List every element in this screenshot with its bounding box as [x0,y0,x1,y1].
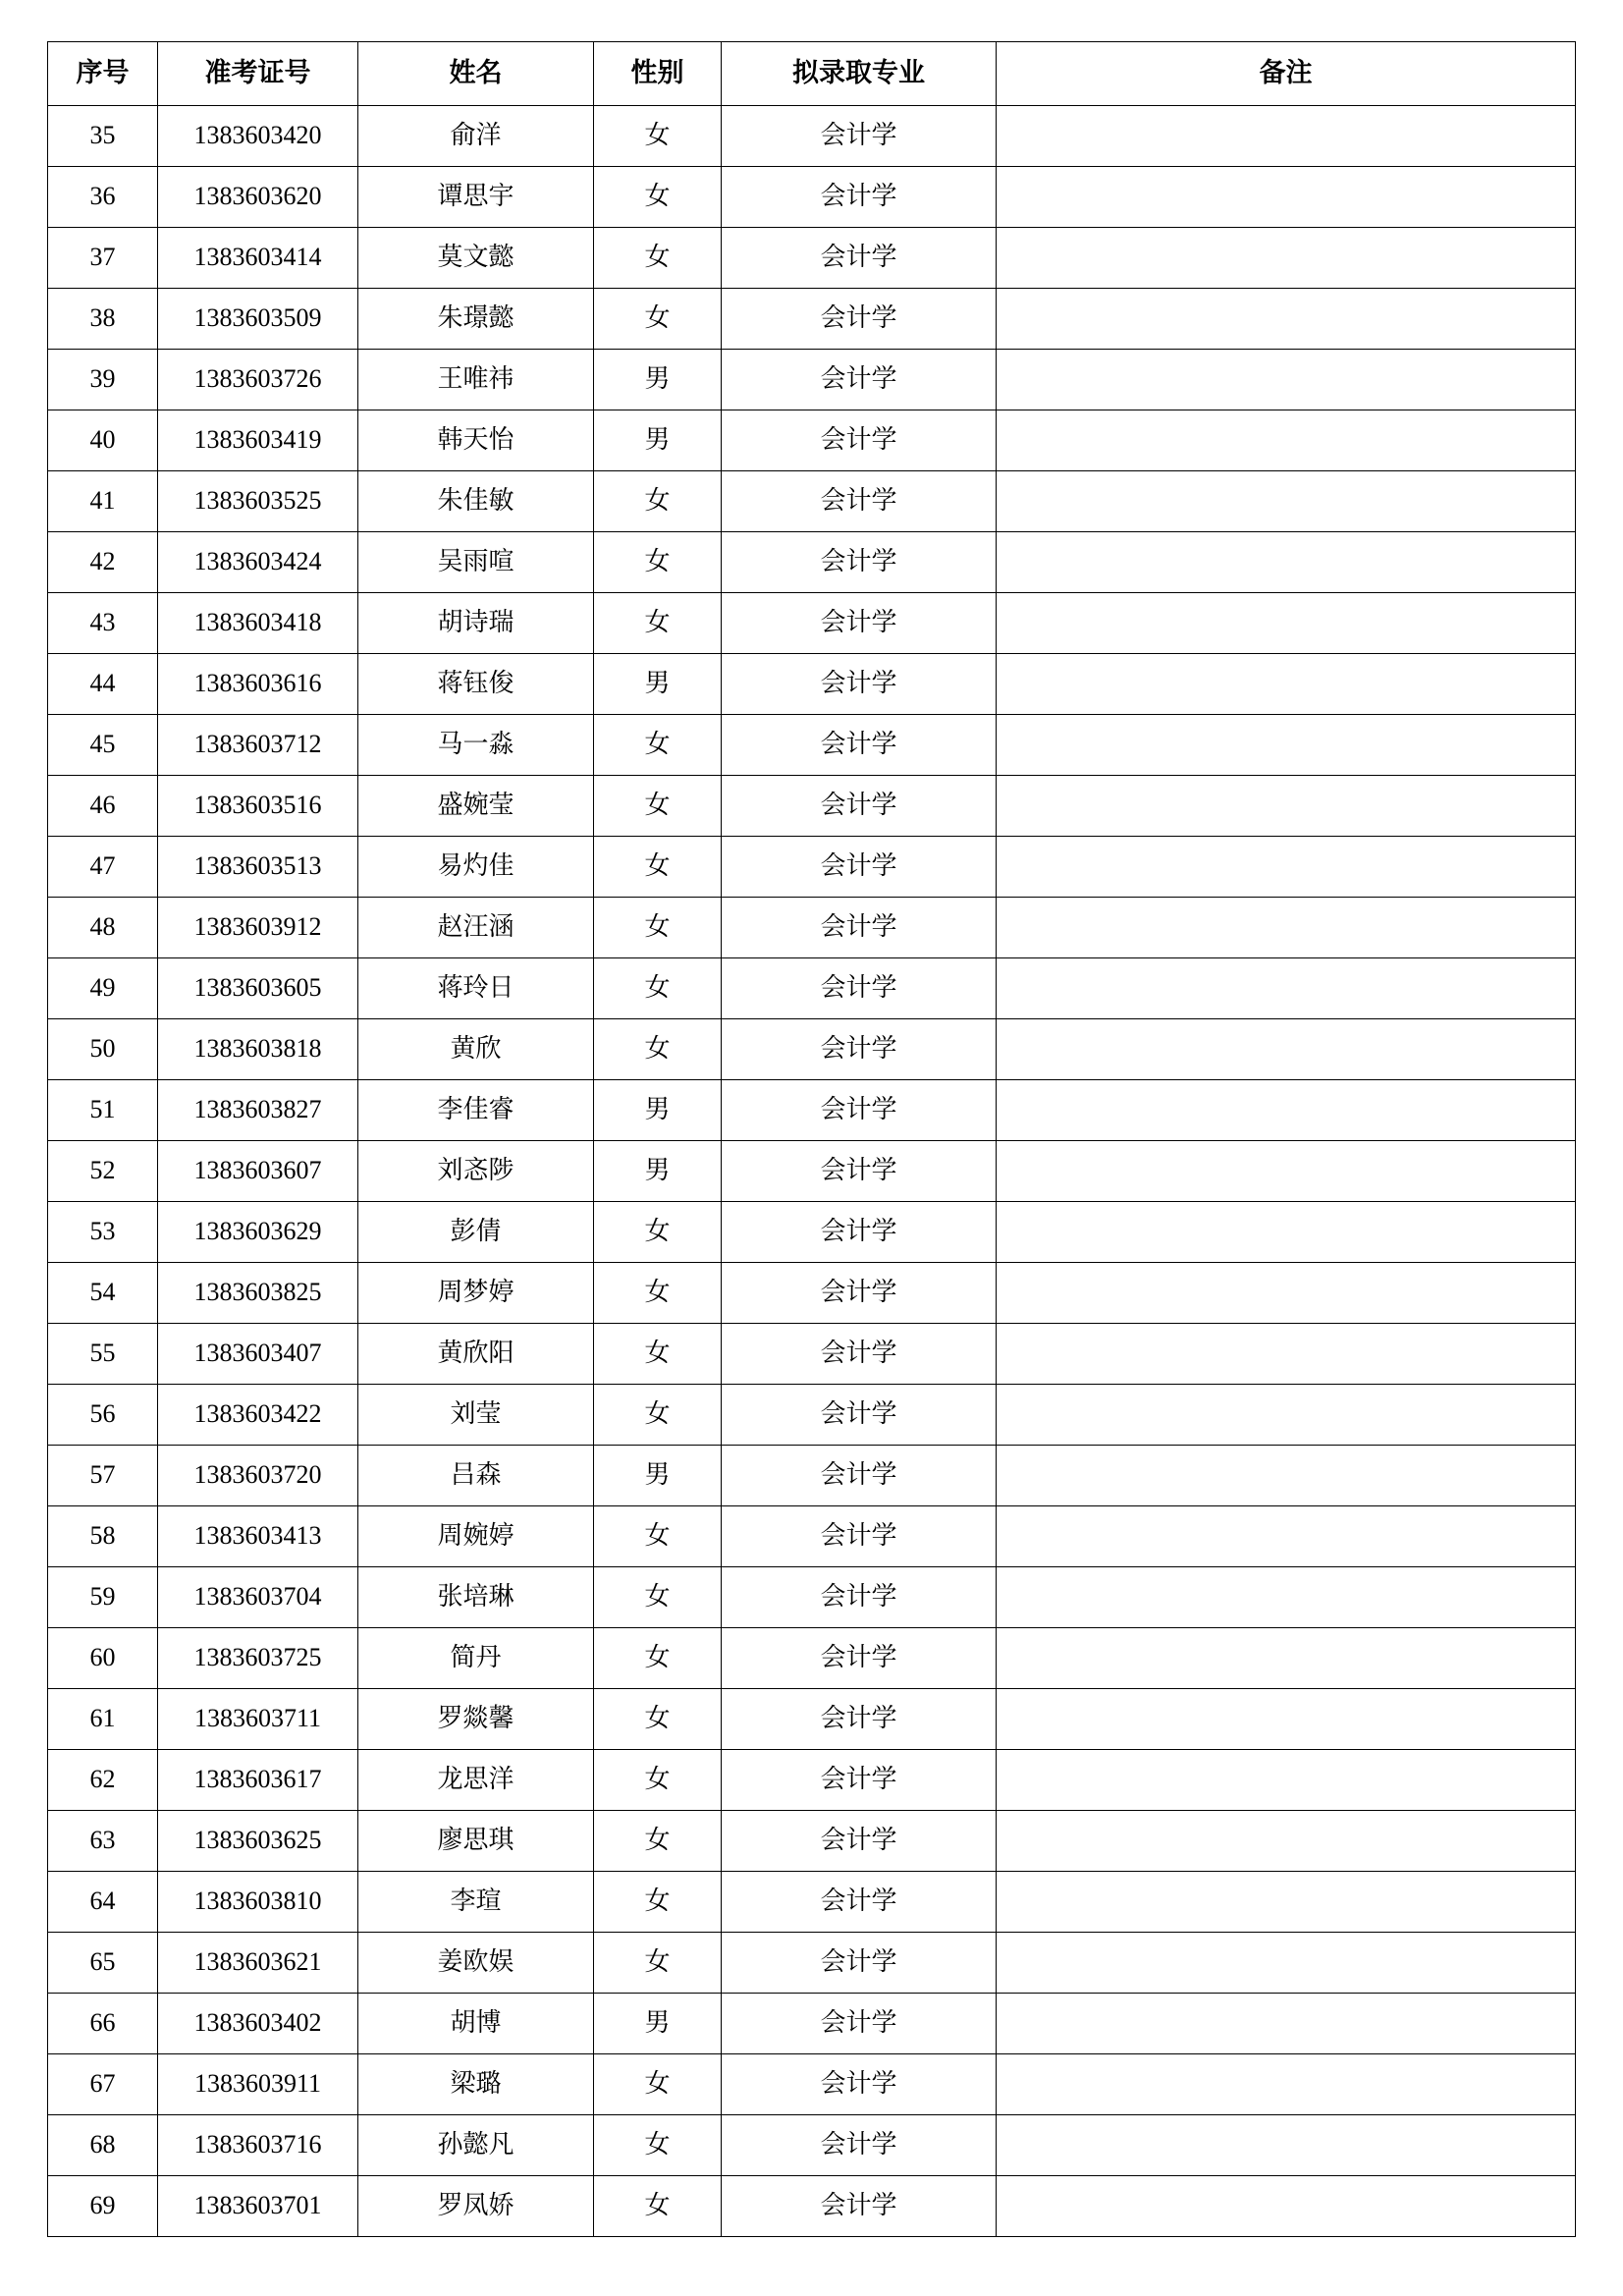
cell-gender: 男 [594,410,722,471]
cell-major: 会计学 [722,837,997,898]
cell-idx: 53 [48,1202,158,1263]
cell-major: 会计学 [722,167,997,228]
cell-ticket: 1383603827 [158,1080,358,1141]
cell-remark [997,1994,1576,2054]
cell-major: 会计学 [722,1811,997,1872]
cell-gender: 女 [594,898,722,958]
cell-ticket: 1383603625 [158,1811,358,1872]
cell-idx: 51 [48,1080,158,1141]
cell-major: 会计学 [722,1080,997,1141]
cell-idx: 36 [48,167,158,228]
table-row [48,1141,1576,1202]
cell-major: 会计学 [722,1202,997,1263]
cell-name: 王唯祎 [358,350,594,410]
cell-name: 朱璟懿 [358,289,594,350]
cell-remark [997,1263,1576,1324]
cell-name: 莫文懿 [358,228,594,289]
cell-name: 吕森 [358,1446,594,1506]
cell-remark [997,289,1576,350]
cell-remark [997,532,1576,593]
table-row [48,2115,1576,2176]
cell-idx: 68 [48,2115,158,2176]
cell-idx: 45 [48,715,158,776]
cell-major: 会计学 [722,958,997,1019]
cell-remark [997,1141,1576,1202]
cell-remark [997,1446,1576,1506]
cell-ticket: 1383603810 [158,1872,358,1933]
cell-idx: 50 [48,1019,158,1080]
table-row [48,1019,1576,1080]
table-body [48,106,1576,2237]
table-row [48,1933,1576,1994]
cell-major: 会计学 [722,715,997,776]
cell-major: 会计学 [722,1263,997,1324]
table-row [48,1811,1576,1872]
cell-remark [997,837,1576,898]
cell-name: 蒋钰俊 [358,654,594,715]
cell-name: 姜欧娱 [358,1933,594,1994]
table-row [48,593,1576,654]
table-row [48,289,1576,350]
cell-ticket: 1383603607 [158,1141,358,1202]
cell-major: 会计学 [722,1141,997,1202]
cell-ticket: 1383603621 [158,1933,358,1994]
cell-name: 易灼佳 [358,837,594,898]
cell-idx: 58 [48,1506,158,1567]
cell-idx: 55 [48,1324,158,1385]
cell-name: 胡博 [358,1994,594,2054]
cell-remark [997,2054,1576,2115]
cell-gender: 男 [594,1446,722,1506]
cell-major: 会计学 [722,1933,997,1994]
cell-ticket: 1383603617 [158,1750,358,1811]
cell-idx: 38 [48,289,158,350]
cell-name: 彭倩 [358,1202,594,1263]
cell-name: 周婉婷 [358,1506,594,1567]
cell-gender: 男 [594,1994,722,2054]
cell-ticket: 1383603712 [158,715,358,776]
table-row [48,532,1576,593]
cell-gender: 女 [594,1324,722,1385]
cell-name: 罗凤娇 [358,2176,594,2237]
table-row [48,1994,1576,2054]
cell-gender: 女 [594,2176,722,2237]
cell-gender: 女 [594,471,722,532]
cell-idx: 41 [48,471,158,532]
cell-name: 罗燚馨 [358,1689,594,1750]
cell-major: 会计学 [722,1446,997,1506]
table-row [48,1506,1576,1567]
cell-remark [997,1385,1576,1446]
cell-name: 刘莹 [358,1385,594,1446]
cell-idx: 54 [48,1263,158,1324]
table-row [48,350,1576,410]
table-row [48,837,1576,898]
cell-idx: 37 [48,228,158,289]
cell-name: 朱佳敏 [358,471,594,532]
cell-name: 孙懿凡 [358,2115,594,2176]
cell-ticket: 1383603701 [158,2176,358,2237]
admission-table [47,41,1576,2237]
cell-remark [997,1567,1576,1628]
cell-idx: 62 [48,1750,158,1811]
cell-major: 会计学 [722,2115,997,2176]
cell-major: 会计学 [722,350,997,410]
cell-idx: 52 [48,1141,158,1202]
cell-gender: 女 [594,776,722,837]
cell-ticket: 1383603616 [158,654,358,715]
table-row [48,1080,1576,1141]
table-row [48,1446,1576,1506]
cell-ticket: 1383603402 [158,1994,358,2054]
cell-remark [997,1202,1576,1263]
cell-idx: 65 [48,1933,158,1994]
table-row [48,715,1576,776]
cell-remark [997,106,1576,167]
table-row [48,958,1576,1019]
cell-name: 盛婉莹 [358,776,594,837]
cell-gender: 女 [594,1263,722,1324]
cell-name: 赵汪涵 [358,898,594,958]
cell-gender: 女 [594,593,722,654]
cell-remark [997,715,1576,776]
cell-ticket: 1383603525 [158,471,358,532]
cell-remark [997,593,1576,654]
cell-remark [997,350,1576,410]
cell-idx: 39 [48,350,158,410]
cell-major: 会计学 [722,593,997,654]
cell-gender: 女 [594,2054,722,2115]
cell-remark [997,1933,1576,1994]
cell-major: 会计学 [722,1385,997,1446]
cell-gender: 女 [594,1567,722,1628]
cell-name: 刘忞陟 [358,1141,594,1202]
cell-name: 韩天怡 [358,410,594,471]
table-row [48,2054,1576,2115]
cell-major: 会计学 [722,471,997,532]
cell-idx: 64 [48,1872,158,1933]
table-row [48,410,1576,471]
cell-remark [997,898,1576,958]
cell-remark [997,654,1576,715]
cell-gender: 男 [594,1141,722,1202]
cell-idx: 44 [48,654,158,715]
cell-ticket: 1383603725 [158,1628,358,1689]
cell-name: 梁璐 [358,2054,594,2115]
cell-idx: 56 [48,1385,158,1446]
cell-ticket: 1383603704 [158,1567,358,1628]
cell-major: 会计学 [722,1628,997,1689]
table-header [48,42,1576,106]
table-row [48,471,1576,532]
cell-ticket: 1383603424 [158,532,358,593]
cell-remark [997,2115,1576,2176]
cell-idx: 47 [48,837,158,898]
cell-ticket: 1383603620 [158,167,358,228]
cell-gender: 女 [594,2115,722,2176]
cell-remark [997,1689,1576,1750]
cell-gender: 女 [594,958,722,1019]
cell-idx: 49 [48,958,158,1019]
cell-gender: 男 [594,1080,722,1141]
cell-ticket: 1383603825 [158,1263,358,1324]
cell-gender: 女 [594,1689,722,1750]
cell-idx: 59 [48,1567,158,1628]
cell-idx: 57 [48,1446,158,1506]
cell-name: 蒋玲日 [358,958,594,1019]
cell-name: 俞洋 [358,106,594,167]
cell-major: 会计学 [722,1689,997,1750]
table-row [48,1689,1576,1750]
cell-major: 会计学 [722,1506,997,1567]
table-row [48,228,1576,289]
table-row [48,2176,1576,2237]
cell-ticket: 1383603414 [158,228,358,289]
cell-name: 龙思洋 [358,1750,594,1811]
table-row [48,1628,1576,1689]
cell-idx: 42 [48,532,158,593]
cell-ticket: 1383603420 [158,106,358,167]
cell-remark [997,167,1576,228]
cell-major: 会计学 [722,410,997,471]
column-header-major: 拟录取专业 [722,42,997,106]
cell-idx: 60 [48,1628,158,1689]
cell-major: 会计学 [722,1019,997,1080]
table-header-row [48,42,1576,106]
cell-remark [997,1872,1576,1933]
cell-name: 廖思琪 [358,1811,594,1872]
table-row [48,776,1576,837]
cell-major: 会计学 [722,1994,997,2054]
cell-gender: 女 [594,1933,722,1994]
cell-name: 胡诗瑞 [358,593,594,654]
cell-ticket: 1383603726 [158,350,358,410]
cell-remark [997,1506,1576,1567]
cell-major: 会计学 [722,2054,997,2115]
cell-gender: 女 [594,1385,722,1446]
table-row [48,1750,1576,1811]
table-row [48,106,1576,167]
table-row [48,1872,1576,1933]
cell-remark [997,958,1576,1019]
cell-major: 会计学 [722,289,997,350]
cell-major: 会计学 [722,1750,997,1811]
cell-gender: 男 [594,654,722,715]
cell-gender: 女 [594,1628,722,1689]
cell-ticket: 1383603516 [158,776,358,837]
cell-gender: 女 [594,289,722,350]
cell-gender: 女 [594,1202,722,1263]
cell-ticket: 1383603911 [158,2054,358,2115]
cell-gender: 女 [594,837,722,898]
cell-remark [997,410,1576,471]
cell-gender: 女 [594,1872,722,1933]
cell-remark [997,1080,1576,1141]
cell-name: 黄欣阳 [358,1324,594,1385]
cell-idx: 48 [48,898,158,958]
cell-idx: 43 [48,593,158,654]
cell-remark [997,1811,1576,1872]
cell-name: 简丹 [358,1628,594,1689]
column-header-gender: 性别 [594,42,722,106]
cell-major: 会计学 [722,1872,997,1933]
cell-major: 会计学 [722,1324,997,1385]
cell-name: 周梦婷 [358,1263,594,1324]
cell-major: 会计学 [722,532,997,593]
cell-major: 会计学 [722,106,997,167]
cell-gender: 女 [594,1811,722,1872]
cell-major: 会计学 [722,898,997,958]
cell-gender: 女 [594,1750,722,1811]
cell-remark [997,2176,1576,2237]
cell-remark [997,228,1576,289]
cell-ticket: 1383603716 [158,2115,358,2176]
cell-ticket: 1383603605 [158,958,358,1019]
cell-name: 张培琳 [358,1567,594,1628]
cell-major: 会计学 [722,2176,997,2237]
cell-ticket: 1383603413 [158,1506,358,1567]
cell-idx: 63 [48,1811,158,1872]
cell-idx: 35 [48,106,158,167]
table-row [48,1324,1576,1385]
cell-ticket: 1383603407 [158,1324,358,1385]
cell-remark [997,1750,1576,1811]
cell-ticket: 1383603509 [158,289,358,350]
table-row [48,898,1576,958]
table-row [48,1567,1576,1628]
cell-remark [997,1019,1576,1080]
cell-idx: 46 [48,776,158,837]
cell-gender: 女 [594,228,722,289]
cell-idx: 66 [48,1994,158,2054]
cell-ticket: 1383603418 [158,593,358,654]
cell-idx: 40 [48,410,158,471]
cell-ticket: 1383603629 [158,1202,358,1263]
cell-name: 李瑄 [358,1872,594,1933]
cell-ticket: 1383603422 [158,1385,358,1446]
table-row [48,1385,1576,1446]
cell-name: 马一淼 [358,715,594,776]
cell-major: 会计学 [722,1567,997,1628]
cell-gender: 女 [594,106,722,167]
cell-idx: 61 [48,1689,158,1750]
cell-gender: 男 [594,350,722,410]
cell-name: 谭思宇 [358,167,594,228]
column-header-index: 序号 [48,42,158,106]
cell-remark [997,1628,1576,1689]
cell-ticket: 1383603419 [158,410,358,471]
cell-major: 会计学 [722,776,997,837]
cell-gender: 女 [594,1506,722,1567]
cell-gender: 女 [594,167,722,228]
cell-idx: 69 [48,2176,158,2237]
cell-major: 会计学 [722,654,997,715]
cell-major: 会计学 [722,228,997,289]
cell-name: 吴雨喧 [358,532,594,593]
cell-ticket: 1383603818 [158,1019,358,1080]
table-row [48,167,1576,228]
cell-idx: 67 [48,2054,158,2115]
cell-remark [997,471,1576,532]
cell-ticket: 1383603711 [158,1689,358,1750]
column-header-name: 姓名 [358,42,594,106]
cell-name: 李佳睿 [358,1080,594,1141]
cell-gender: 女 [594,1019,722,1080]
cell-remark [997,1324,1576,1385]
cell-ticket: 1383603720 [158,1446,358,1506]
cell-gender: 女 [594,715,722,776]
table-row [48,1202,1576,1263]
column-header-ticket: 准考证号 [158,42,358,106]
cell-ticket: 1383603912 [158,898,358,958]
table-row [48,654,1576,715]
column-header-remark: 备注 [997,42,1576,106]
table-row [48,1263,1576,1324]
cell-remark [997,776,1576,837]
cell-name: 黄欣 [358,1019,594,1080]
cell-ticket: 1383603513 [158,837,358,898]
cell-gender: 女 [594,532,722,593]
